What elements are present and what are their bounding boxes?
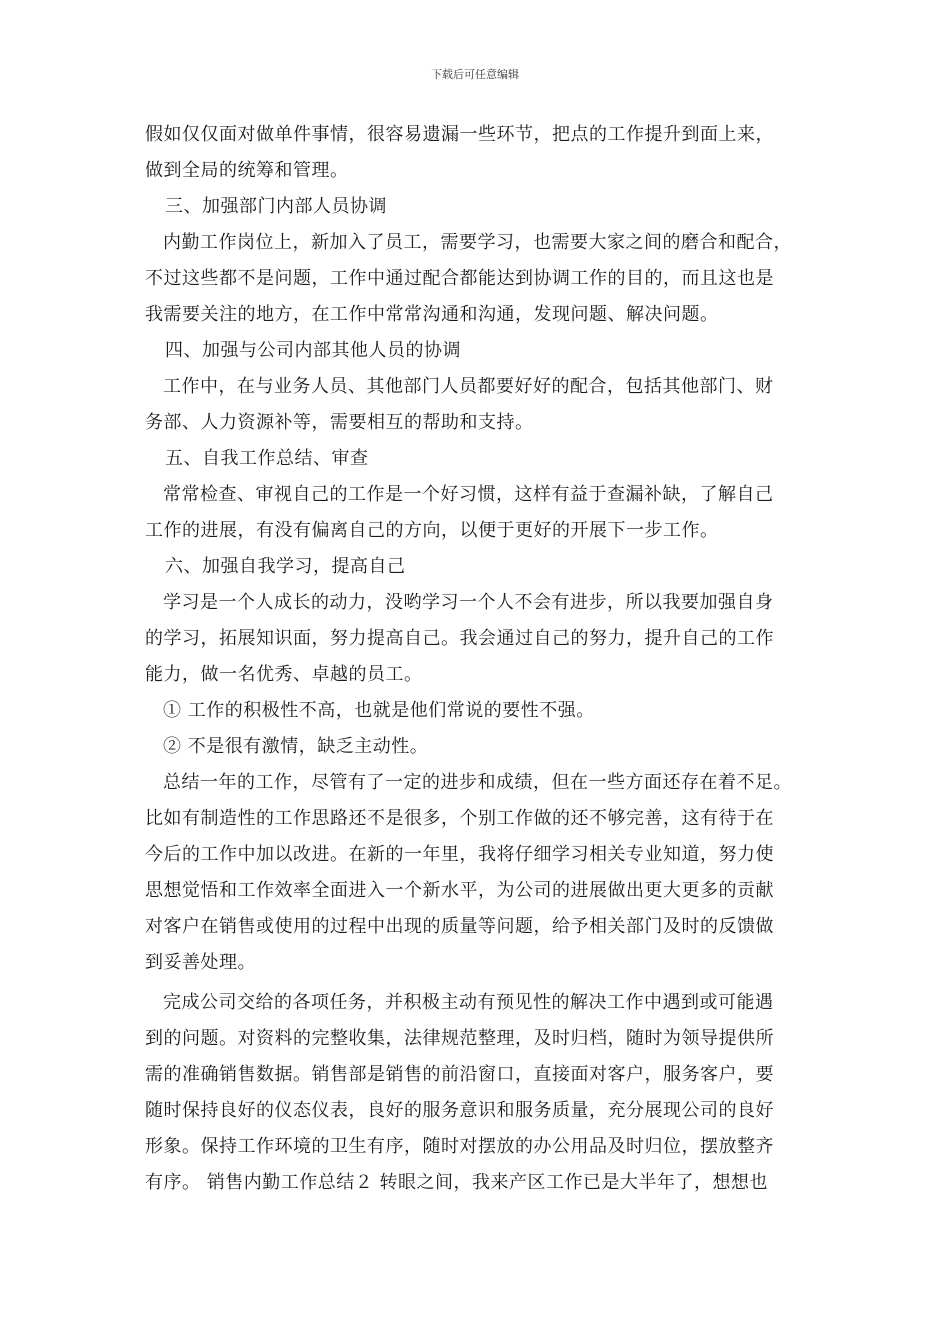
text-line: 总结一年的工作，尽管有了一定的进步和成绩，但在一些方面还存在着不足。: [163, 772, 792, 793]
text-line: 内勤工作岗位上，新加入了员工，需要学习，也需要大家之间的磨合和配合，: [163, 232, 792, 253]
text-line: 做到全局的统筹和管理。: [145, 160, 349, 181]
text-line: 到妥善处理。: [145, 952, 256, 973]
text-line: 我需要关注的地方，在工作中常常沟通和沟通，发现问题、解决问题。: [145, 304, 719, 325]
text-line: 到的问题。对资料的完整收集，法律规范整理，及时归档，随时为领导提供所: [145, 1028, 774, 1049]
text-line: 随时保持良好的仪态仪表，良好的服务意识和服务质量，充分展现公司的良好: [145, 1100, 774, 1121]
text-line: 完成公司交给的各项任务，并积极主动有预见性的解决工作中遇到或可能遇: [163, 992, 774, 1013]
section-heading: 六、加强自我学习，提高自己: [165, 556, 406, 577]
text-line: 务部、人力资源补等，需要相互的帮助和支持。: [145, 412, 534, 433]
text-line: 能力，做一名优秀、卓越的员工。: [145, 664, 423, 685]
text-line: 有序。 销售内勤工作总结２ 转眼之间，我来产区工作已是大半年了，想想也: [145, 1172, 768, 1193]
text-line: 思想觉悟和工作效率全面进入一个新水平，为公司的进展做出更大更多的贡献: [145, 880, 774, 901]
text-line: 常常检查、审视自己的工作是一个好习惯，这样有益于查漏补缺，了解自己: [163, 484, 774, 505]
text-line: 假如仅仅面对做单件事情，很容易遗漏一些环节，把点的工作提升到面上来，: [145, 124, 774, 145]
section-heading: 四、加强与公司内部其他人员的协调: [165, 340, 461, 361]
page-header: 下载后可任意编辑: [431, 68, 519, 81]
text-line: 的学习，拓展知识面，努力提高自己。我会通过自己的努力，提升自己的工作: [145, 628, 774, 649]
text-line: 工作中，在与业务人员、其他部门人员都要好好的配合，包括其他部门、财: [163, 376, 774, 397]
text-line: 不过这些都不是问题，工作中通过配合都能达到协调工作的目的，而且这也是: [145, 268, 774, 289]
text-line: 比如有制造性的工作思路还不是很多，个别工作做的还不够完善，这有待于在: [145, 808, 774, 829]
text-line: 对客户在销售或使用的过程中出现的质量等问题，给予相关部门及时的反馈做: [145, 916, 774, 937]
list-item: ② 不是很有激情，缺乏主动性。: [163, 736, 429, 757]
section-heading: 五、自我工作总结、审查: [165, 448, 369, 469]
text-line: 形象。保持工作环境的卫生有序，随时对摆放的办公用品及时归位，摆放整齐: [145, 1136, 774, 1157]
text-line: 学习是一个人成长的动力，没哟学习一个人不会有进步，所以我要加强自身: [163, 592, 774, 613]
text-line: 需的准确销售数据。销售部是销售的前沿窗口，直接面对客户，服务客户，要: [145, 1064, 774, 1085]
text-line: 工作的进展，有没有偏离自己的方向，以便于更好的开展下一步工作。: [145, 520, 719, 541]
text-line: 今后的工作中加以改进。在新的一年里，我将仔细学习相关专业知道，努力使: [145, 844, 774, 865]
document-body: [145, 117, 815, 1201]
list-item: ① 工作的积极性不高，也就是他们常说的要性不强。: [163, 700, 595, 721]
section-heading: 三、加强部门内部人员协调: [165, 196, 387, 217]
